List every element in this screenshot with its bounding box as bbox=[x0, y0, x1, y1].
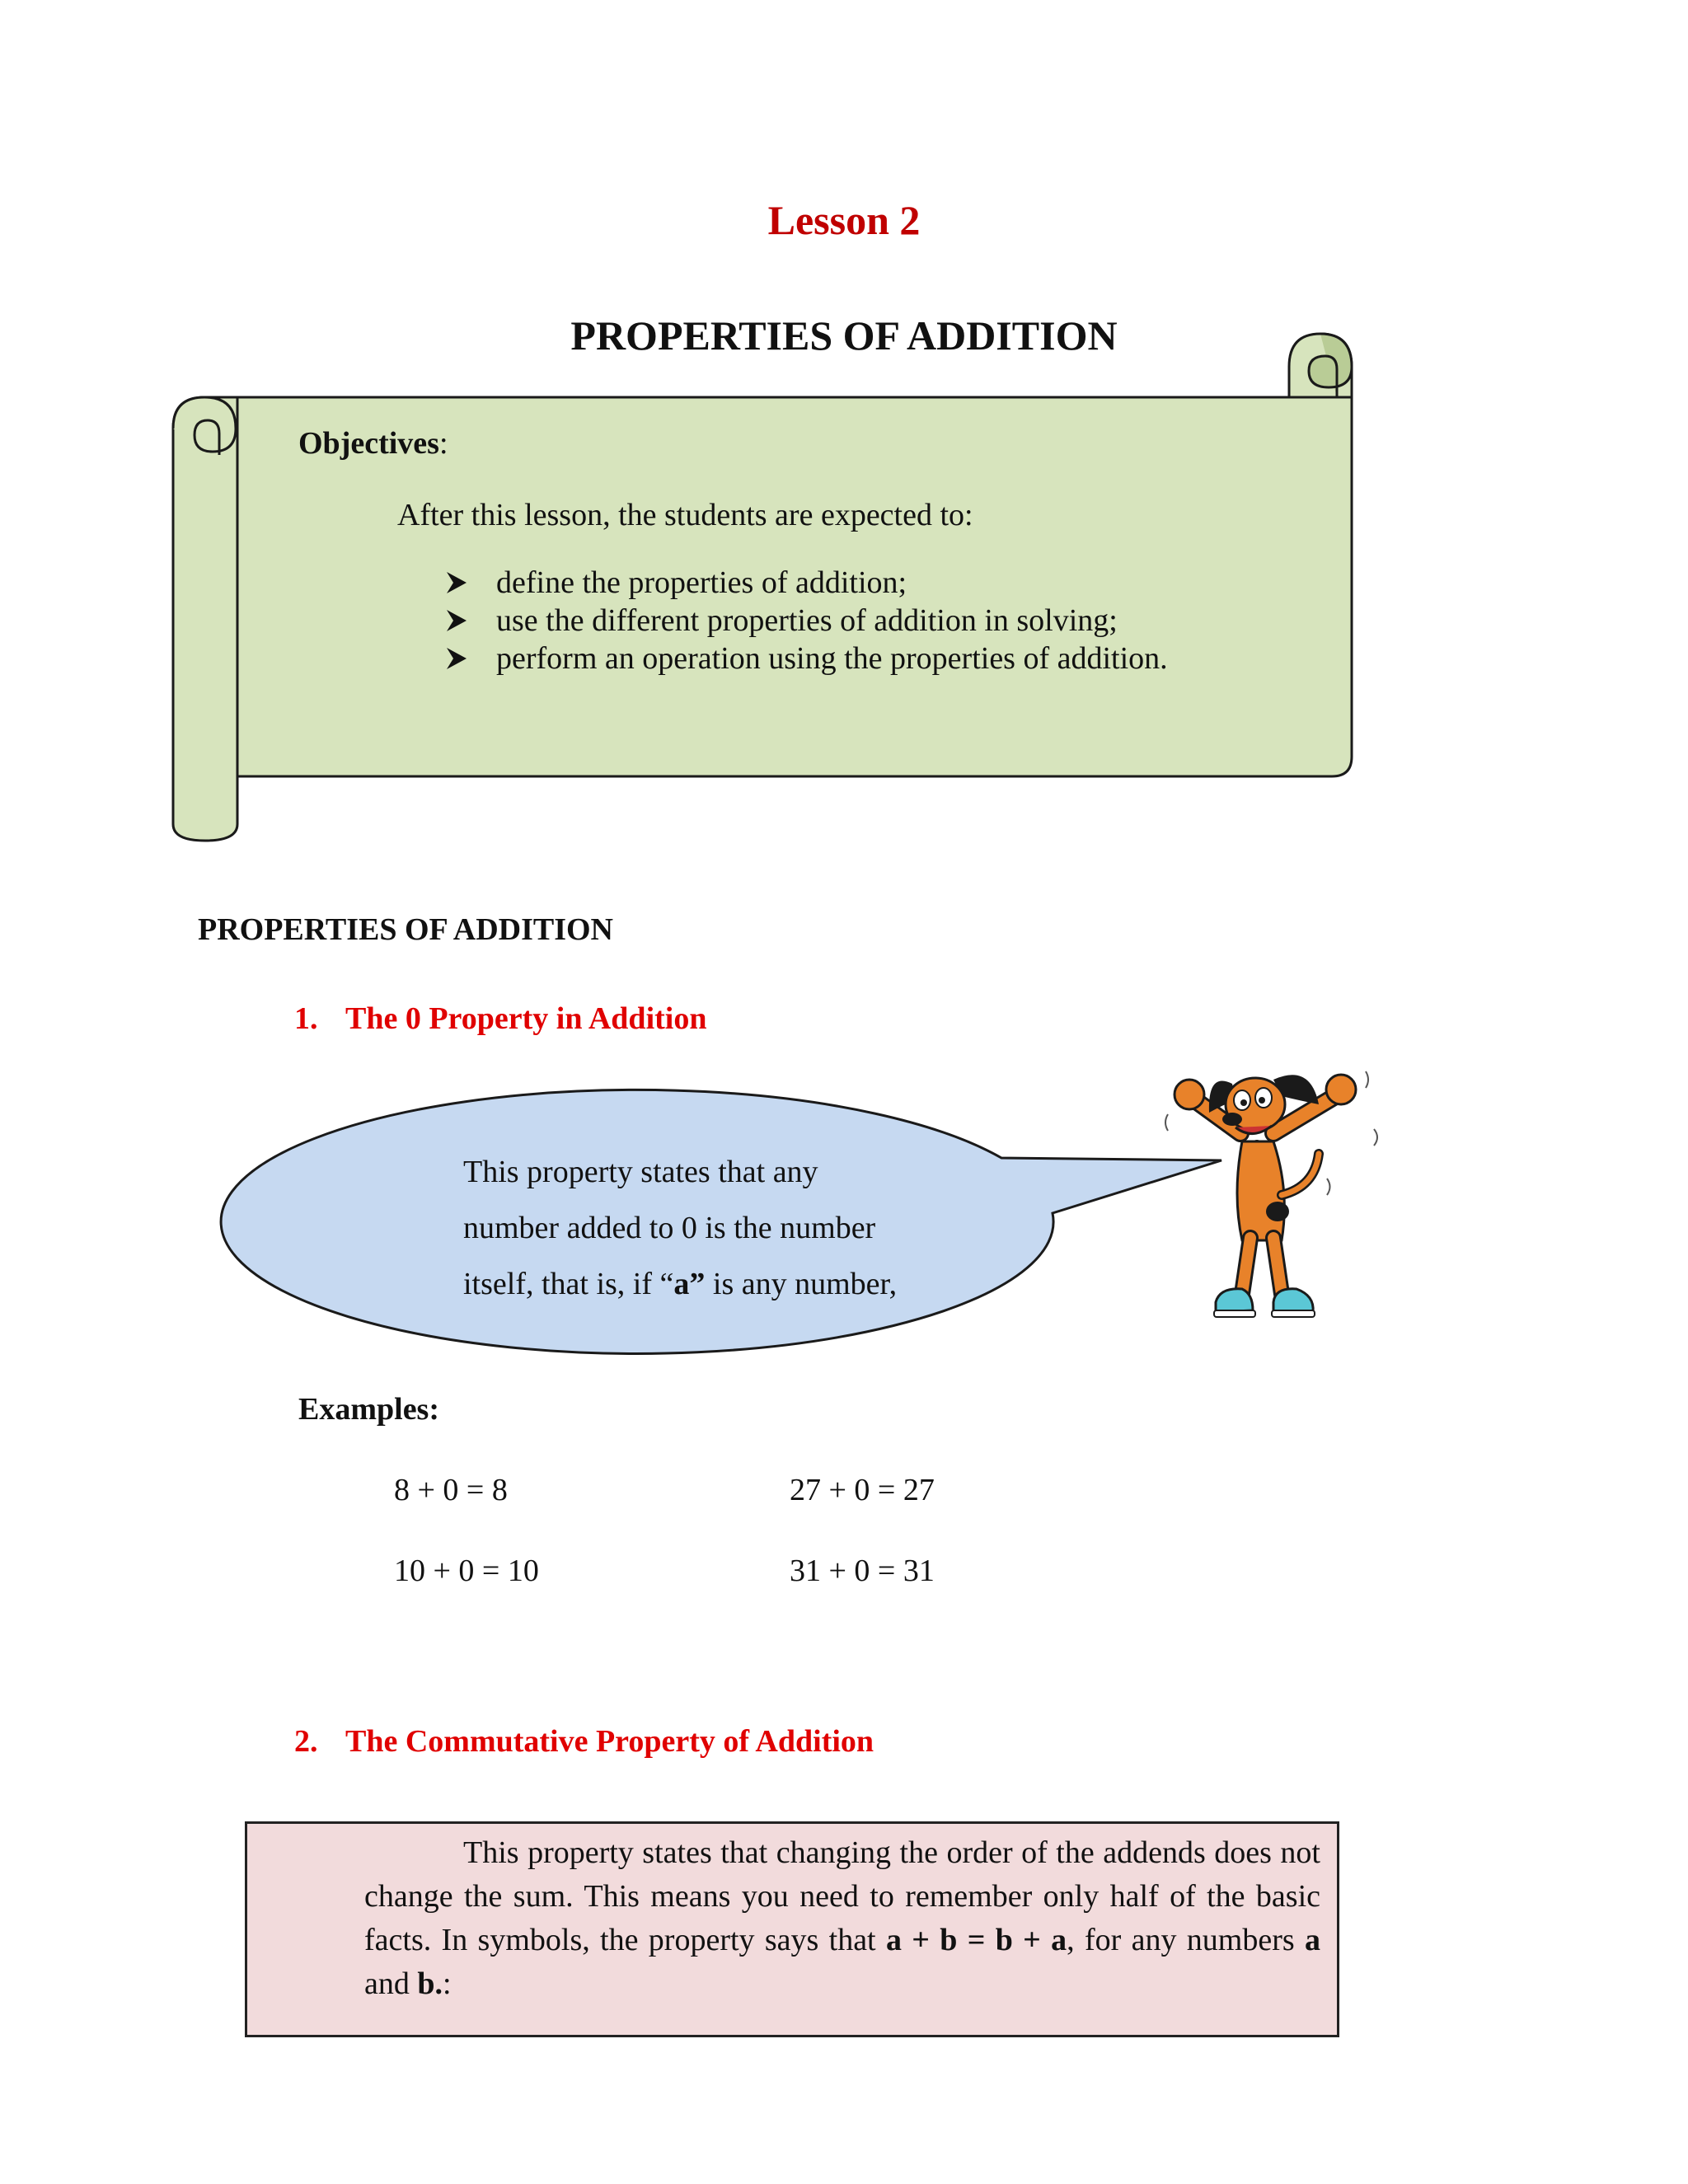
example-equation: 31 + 0 = 31 bbox=[790, 1554, 935, 1588]
bubble-text bbox=[463, 1144, 897, 1312]
lesson-label-text: Lesson 2 bbox=[767, 197, 921, 243]
example-equation: 8 + 0 = 8 bbox=[394, 1473, 508, 1507]
property1-number: 1. bbox=[294, 1001, 318, 1036]
definition-text-part: and bbox=[364, 1966, 418, 2001]
bubble-text-part: itself, that is, if “ bbox=[463, 1267, 674, 1301]
property1-title: The 0 Property in Addition bbox=[345, 1001, 707, 1036]
bubble-line bbox=[463, 1256, 897, 1312]
definition-text-part: This property states that changing the order of the addends does not change the sum. This means you need to remember only half of the basic facts. In symbols, the property says that bbox=[364, 1835, 1320, 1957]
objectives-intro: After this lesson, the students are expected to: bbox=[397, 498, 973, 532]
section-heading: PROPERTIES OF ADDITION bbox=[198, 912, 614, 947]
example-equation: 10 + 0 = 10 bbox=[394, 1554, 539, 1588]
bubble-line: number added to 0 is the number bbox=[463, 1211, 876, 1245]
commutative-definition-text bbox=[364, 1831, 1320, 2006]
objective-text: perform an operation using the properties of addition. bbox=[496, 641, 1168, 676]
variable-a: a bbox=[1305, 1923, 1320, 1957]
objectives-heading-label: Objectives bbox=[298, 426, 439, 461]
objective-text: use the different properties of addition in solving; bbox=[496, 603, 1118, 638]
definition-text-part: , for any numbers bbox=[1067, 1923, 1305, 1957]
definition-text-part: : bbox=[443, 1966, 452, 2001]
page-title: PROPERTIES OF ADDITION bbox=[570, 312, 1118, 359]
bubble-text-part: is any number, bbox=[705, 1267, 898, 1301]
bubble-variable: a” bbox=[673, 1267, 706, 1301]
commutative-formula: a + b = b + a bbox=[885, 1923, 1067, 1957]
objective-text: define the properties of addition; bbox=[496, 565, 907, 600]
property2-heading bbox=[294, 1723, 874, 1760]
property2-number: 2. bbox=[294, 1724, 318, 1759]
examples-label: Examples: bbox=[298, 1392, 439, 1427]
objectives-heading-colon: : bbox=[438, 426, 448, 461]
property2-title: The Commutative Property of Addition bbox=[345, 1724, 874, 1759]
bubble-line: This property states that any bbox=[463, 1155, 818, 1189]
cartoon-dog-image bbox=[1150, 1055, 1397, 1352]
example-equation: 27 + 0 = 27 bbox=[790, 1473, 935, 1507]
variable-b: b. bbox=[417, 1966, 443, 2001]
